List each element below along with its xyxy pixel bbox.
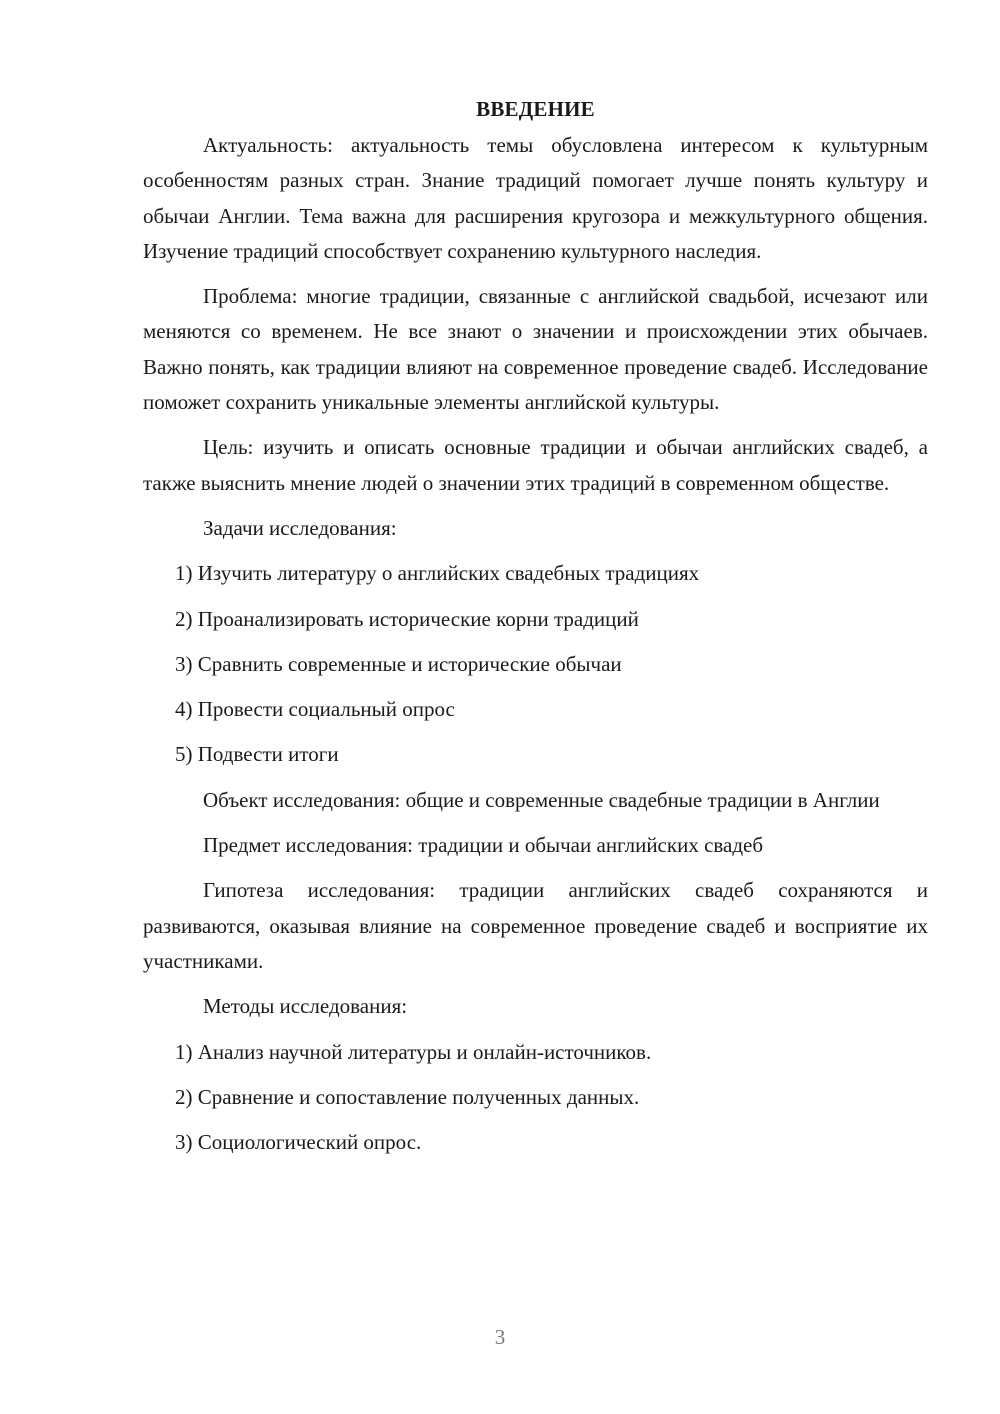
task-item: 1) Изучить литературу о английских свадебных традициях [175, 561, 700, 586]
methods-title: Методы исследования: [203, 994, 408, 1019]
paragraph-object: Объект исследования: общие и современные свадебные традиции в Англии [203, 787, 880, 812]
task-item: 3) Сравнить современные и исторические обычаи [175, 651, 622, 676]
tasks-title: Задачи исследования: [203, 515, 397, 540]
paragraph-hypothesis: Гипотеза исследования: традиции английских свадеб сохраняются и развиваются, оказывая влияние на современное проведение свадеб и восприятие их участниками. [143, 878, 928, 973]
task-item: 2) Проанализировать исторические корни традиций [175, 606, 639, 631]
paragraph-subject: Предмет исследования: традиции и обычаи английских свадеб [203, 833, 764, 858]
method-item: 3) Социологический опрос. [175, 1130, 422, 1155]
paragraph-problem: Проблема: многие традиции, связанные с английской свадьбой, исчезают или меняются со временем. Не все знают о значении и происхождении этих обычаев. Важно понять, как традиции влияют на современное проведение свадеб. Исследование поможет сохранить уникальные элементы английской культуры. [143, 284, 928, 415]
paragraph-relevance: Актуальность: актуальность темы обусловлена интересом к культурным особенностям разных стран. Знание традиций помогает лучше понять культуру и обычаи Англии. Тема важна для расширения кругозора и межкультурного общения. Изучение традиций способствует сохранению культурного наследия. [143, 133, 928, 263]
document-page [143, 92, 928, 1170]
task-item: 5) Подвести итоги [175, 742, 339, 767]
page-title: ВВЕДЕНИЕ [476, 97, 595, 121]
method-item: 2) Сравнение и сопоставление полученных данных. [175, 1084, 640, 1109]
page-number: 3 [494, 1325, 506, 1349]
task-item: 4) Провести социальный опрос [175, 697, 455, 722]
method-item: 1) Анализ научной литературы и онлайн-источников. [175, 1039, 652, 1064]
paragraph-goal: Цель: изучить и описать основные традиции и обычаи английских свадеб, а также выяснить мнение людей о значении этих традиций в современном обществе. [143, 435, 928, 495]
